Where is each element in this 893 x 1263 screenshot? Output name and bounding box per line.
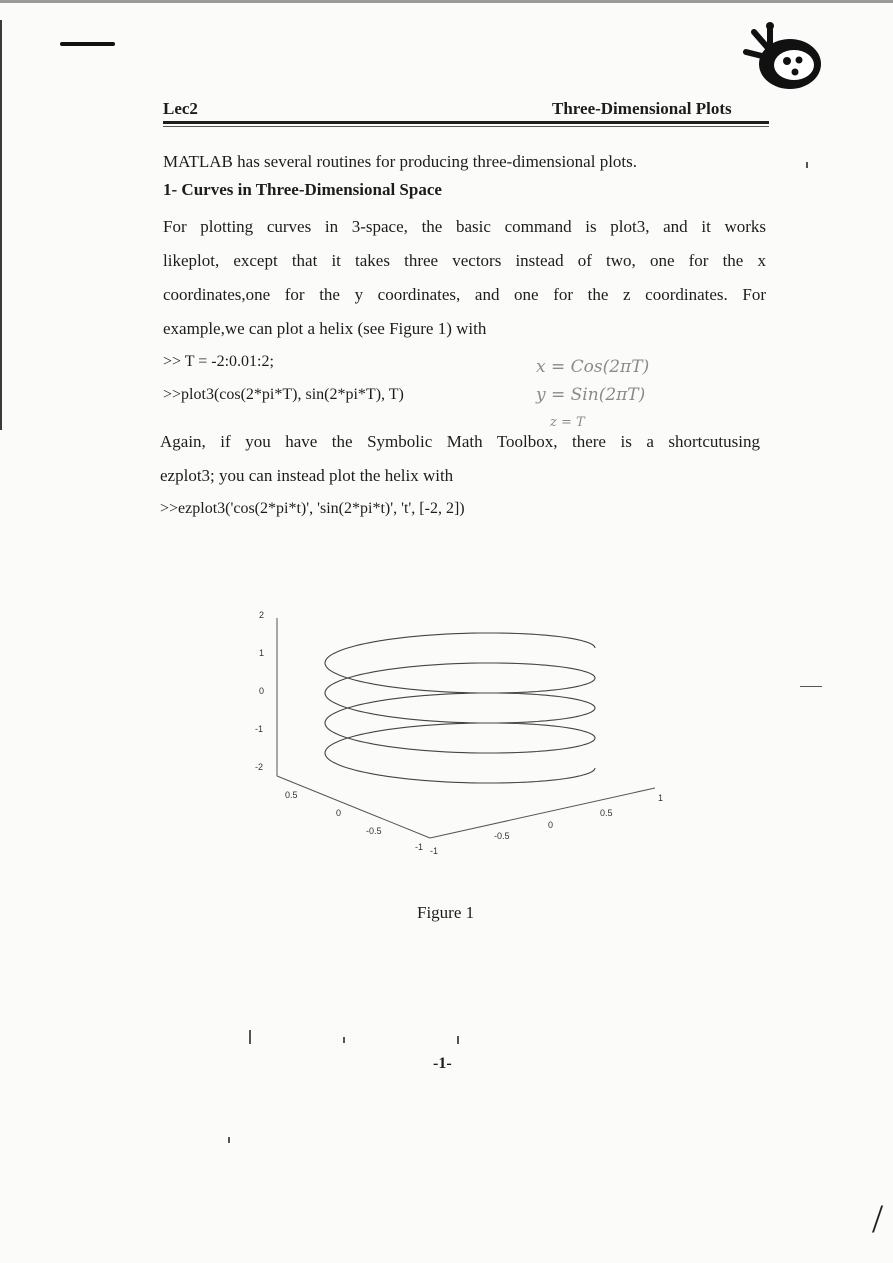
y-tick-label: 1 — [658, 793, 664, 803]
code-line-3: >>ezplot3('cos(2*pi*t)', 'sin(2*pi*t)', 't', [-2, 2]) — [160, 500, 465, 517]
scan-speck — [228, 1137, 230, 1143]
corner-stroke-icon: / — [872, 1196, 884, 1241]
z-tick-label: 0 — [259, 686, 265, 696]
code-line-1: >> T = -2:0.01:2; — [163, 353, 274, 370]
ladybug-logo-icon — [740, 22, 824, 92]
scan-speck — [457, 1036, 459, 1044]
scan-speck — [249, 1030, 251, 1044]
corner-dash-mark — [60, 42, 115, 46]
handwritten-line-2: y = Sin(2πT) — [536, 385, 646, 405]
section-heading: 1- Curves in Three-Dimensional Space — [163, 180, 442, 199]
z-tick-label: -2 — [255, 762, 264, 772]
scan-left-edge — [0, 20, 2, 430]
header-chapter-title: Three-Dimensional Plots — [552, 99, 732, 118]
handwritten-line-1: x = Cos(2πT) — [536, 357, 650, 377]
helix-curve — [325, 633, 595, 783]
z-tick-label: -1 — [255, 724, 264, 734]
scan-speck — [806, 162, 808, 168]
y-tick-label: 0.5 — [600, 808, 613, 818]
x-tick-label: 0 — [336, 808, 342, 818]
scan-speck — [800, 686, 822, 687]
z-tick-label: 2 — [259, 610, 265, 620]
header-rule — [163, 121, 769, 124]
x-tick-label: -0.5 — [366, 826, 382, 836]
handwritten-note — [530, 330, 680, 430]
paragraph-1-line-2: likeplot, except that it takes three vectors instead of two, one for the x — [163, 251, 766, 270]
paragraph-1-line-3: coordinates,one for the y coordinates, and one for the z coordinates. For — [163, 285, 766, 304]
y-tick-label: 0 — [548, 820, 554, 830]
page-number: -1- — [433, 1055, 452, 1072]
x-tick-label: 0.5 — [285, 790, 298, 800]
x-tick-label: -1 — [415, 842, 424, 852]
paragraph-1-line-1: For plotting curves in 3-space, the basic command is plot3, and it works — [163, 217, 766, 236]
helix-3d-plot — [230, 590, 680, 865]
intro-paragraph: MATLAB has several routines for producing three-dimensional plots. — [163, 152, 638, 171]
figure-caption: Figure 1 — [417, 903, 475, 922]
header-lecture-label: Lec2 — [163, 99, 198, 118]
paragraph-2-line-1: Again, if you have the Symbolic Math Toolbox, there is a shortcutusing — [160, 432, 760, 451]
code-line-2: >>plot3(cos(2*pi*T), sin(2*pi*T), T) — [163, 386, 404, 403]
paragraph-2-line-2: ezplot3; you can instead plot the helix with — [160, 466, 454, 485]
y-tick-label: -0.5 — [494, 831, 510, 841]
y-tick-label: -1 — [430, 846, 439, 856]
scan-speck — [343, 1037, 345, 1043]
y-axis-line — [430, 788, 655, 838]
x-axis-line — [277, 776, 430, 838]
z-tick-label: 1 — [259, 648, 265, 658]
scan-top-edge — [0, 0, 893, 3]
handwritten-line-3: z = T — [550, 415, 585, 430]
header-rule-thin — [163, 126, 769, 127]
paragraph-1-line-4: example,we can plot a helix (see Figure 1) with — [163, 319, 487, 338]
